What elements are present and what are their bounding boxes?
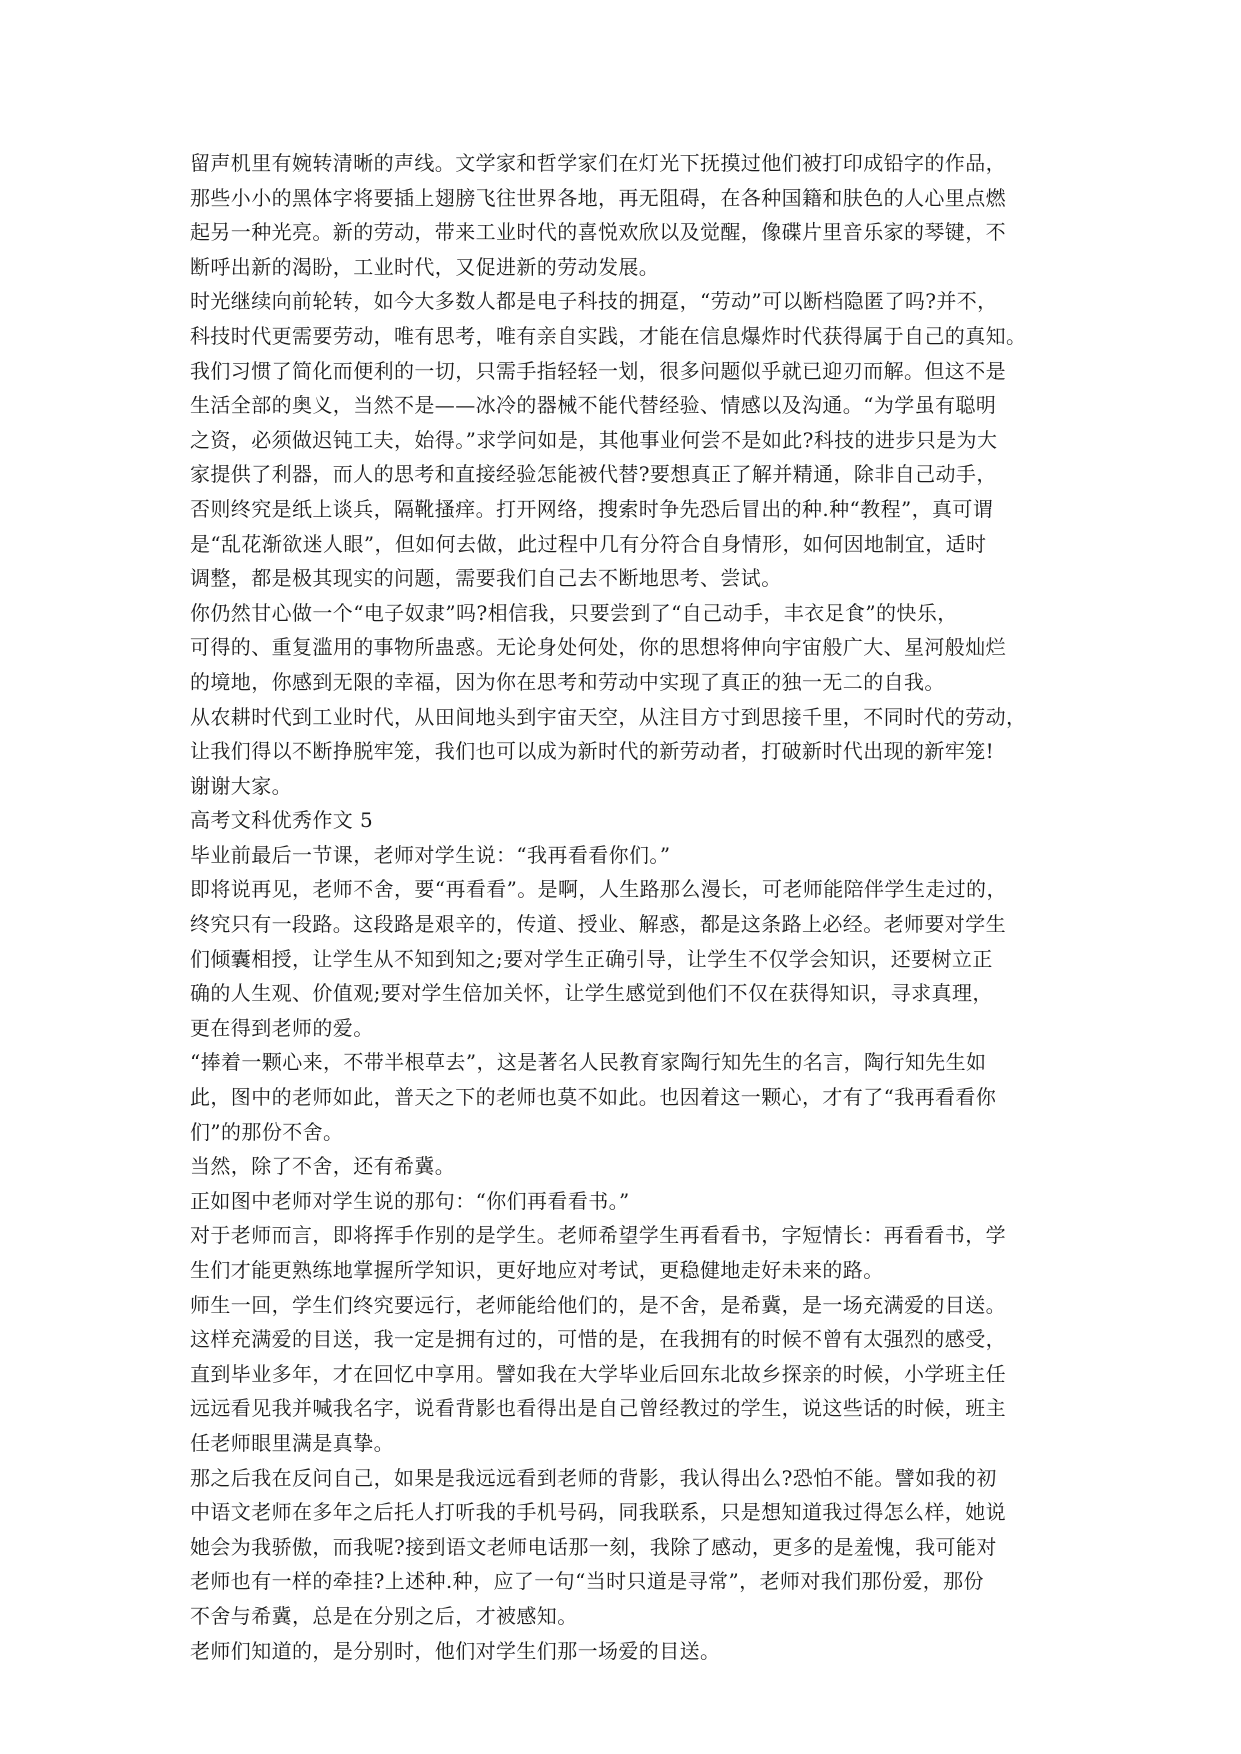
text-line: 留声机里有婉转清晰的声线。文学家和哲学家们在灯光下抚摸过他们被打印成铅字的作品， [190,151,1006,175]
text-line: 师生一回，学生们终究要远行，老师能给他们的，是不舍，是希冀，是一场充满爱的目送。 [190,1292,1006,1317]
text-line: 家提供了利器，而人的思考和直接经验怎能被代替?要想真正了解并精通，除非自己动手， [190,462,997,487]
text-line: 断呼出新的渴盼，工业时代，又促进新的劳动发展。 [190,254,660,279]
text-line: 时光继续向前轮转，如今大多数人都是电子科技的拥趸，“劳动”可以断档隐匿了吗?并不， [190,289,998,314]
text-line: 正如图中老师对学生说的那句：“你们再看看书。” [190,1188,630,1213]
text-line: 生活全部的奥义，当然不是——冰冷的器械不能代替经验、情感以及沟通。“为学虽有聪明 [190,393,997,418]
text-line: 老师们知道的，是分别时，他们对学生们那一场爱的目送。 [190,1638,721,1663]
text-line: 毕业前最后一节课，老师对学生说：“我再看看你们。” [190,842,671,867]
text-line: 谢谢大家。 [190,773,292,798]
text-line: 让我们得以不断挣脱牢笼，我们也可以成为新时代的新劳动者，打破新时代出现的新牢笼! [190,739,995,764]
text-line: 确的人生观、价值观;要对学生倍加关怀，让学生感觉到他们不仅在获得知识，寻求真理， [190,981,993,1006]
text-line: 起另一种光亮。新的劳动，带来工业时代的喜悦欢欣以及觉醒，像碟片里音乐家的琴键，不 [190,220,1006,245]
text-line: 们”的那份不舍。 [190,1119,344,1144]
text-line: 任老师眼里满是真挚。 [190,1430,394,1455]
text-line: 她会为我骄傲，而我呢?接到语文老师电话那一刻，我除了感动，更多的是羞愧，我可能对 [190,1534,997,1559]
text-line: 此，图中的老师如此，普天之下的老师也莫不如此。也因着这一颗心，才有了“我再看看你 [190,1085,997,1110]
text-line: 你仍然甘心做一个“电子奴隶”吗?相信我，只要尝到了“自己动手，丰衣足食”的快乐， [190,600,958,625]
text-line: 科技时代更需要劳动，唯有思考，唯有亲自实践，才能在信息爆炸时代获得属于自己的真知。 [190,323,1027,348]
text-line: 我们习惯了简化而便利的一切，只需手指轻轻一划，很多问题似乎就已迎刃而解。但这不是 [190,358,1006,383]
text-line: 之资，必须做迟钝工夫，始得。”求学问如是，其他事业何尝不是如此?科技的进步只是为大 [190,427,998,452]
document-body [190,146,1062,1668]
text-line: 远远看见我并喊我名字，说看背影也看得出是自己曾经教过的学生，说这些话的时候，班主 [190,1396,1006,1421]
text-line: 那些小小的黑体字将要插上翅膀飞往世界各地，再无阻碍，在各种国籍和肤色的人心里点燃 [190,185,1006,210]
text-line: 不舍与希冀，总是在分别之后，才被感知。 [190,1603,578,1628]
text-line: 生们才能更熟练地掌握所学知识，更好地应对考试，更稳健地走好未来的路。 [190,1258,884,1282]
text-line: 从农耕时代到工业时代，从田间地头到宇宙天空，从注目方寸到思接千里，不同时代的劳动， [190,704,1027,729]
text-line: 调整，都是极其现实的问题，需要我们自己去不断地思考、尝试。 [190,566,782,591]
text-line: 终究只有一段路。这段路是艰辛的，传道、授业、解惑，都是这条路上必经。老师要对学生 [190,912,1006,937]
text-line: “捧着一颗心来，不带半根草去”，这是著名人民教育家陶行知先生的名言，陶行知先生如 [190,1050,987,1075]
text-line: 是“乱花渐欲迷人眼”，但如何去做，此过程中几有分符合自身情形，如何因地制宜，适时 [190,531,987,556]
text-line: 们倾囊相授，让学生从不知到知之;要对学生正确引导，让学生不仅学会知识，还要树立正 [190,946,993,971]
text-line: 可得的、重复滥用的事物所蛊惑。无论身处何处，你的思想将伸向宇宙般广大、星河般灿烂 [190,635,1006,660]
text-line: 老师也有一样的牵挂?上述种.种，应了一句“当时只道是寻常”，老师对我们那份爱，那份 [190,1569,984,1594]
text-line: 直到毕业多年，才在回忆中享用。譬如我在大学毕业后回东北故乡探亲的时候，小学班主任 [190,1361,1006,1386]
text-line: 当然，除了不舍，还有希冀。 [190,1154,456,1179]
text-line: 更在得到老师的爱。 [190,1015,374,1040]
text-line: 这样充满爱的目送，我一定是拥有过的，可惜的是，在我拥有的时候不曾有太强烈的感受， [190,1327,1006,1352]
section-heading: 高考文科优秀作文 5 [190,808,374,833]
text-line: 的境地，你感到无限的幸福，因为你在思考和劳动中实现了真正的独一无二的自我。 [190,669,945,694]
text-line: 否则终究是纸上谈兵，隔靴搔痒。打开网络，搜索时争先恐后冒出的种.种“教程”，真可谓 [190,496,994,521]
text-line: 中语文老师在多年之后托人打听我的手机号码，同我联系，只是想知道我过得怎么样，她说 [190,1500,1006,1525]
text-line: 对于老师而言，即将挥手作别的是学生。老师希望学生再看看书，字短情长：再看看书，学 [190,1223,1006,1248]
text-line: 那之后我在反问自己，如果是我远远看到老师的背影，我认得出么?恐怕不能。譬如我的初 [190,1465,997,1490]
text-line: 即将说再见，老师不舍，要“再看看”。是啊，人生路那么漫长，可老师能陪伴学生走过的， [190,877,1007,902]
